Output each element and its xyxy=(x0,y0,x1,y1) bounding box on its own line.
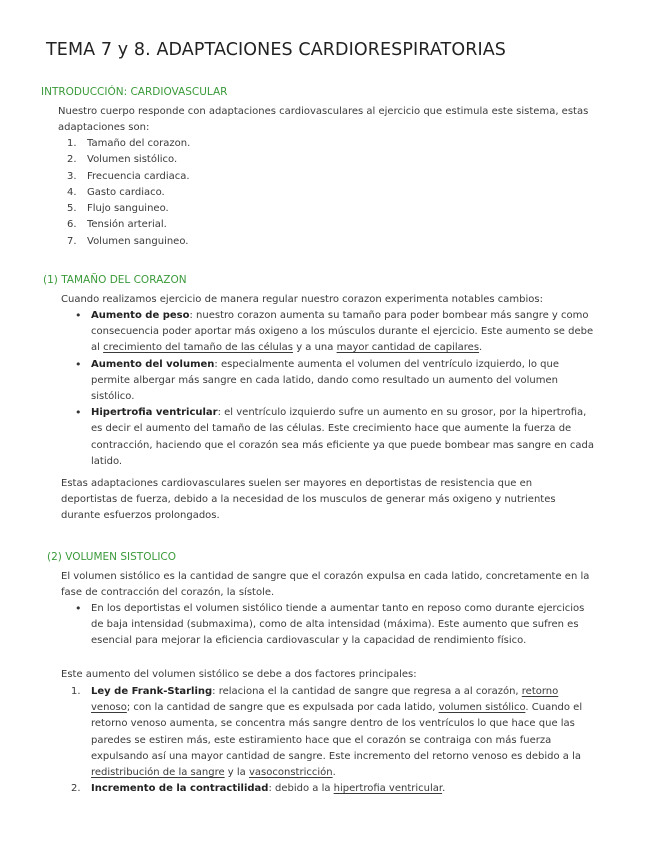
list-item: 4. Gasto cardiaco. xyxy=(67,186,165,198)
list-item: 2. Incremento de la contractilidad: debido a la hipertrofia ventricular. xyxy=(71,783,446,795)
list-item: 7. Volumen sanguineo. xyxy=(67,235,189,247)
list-item: • Hipertrofia ventricular: el ventrículo izquierdo sufre un aumento en su grosor, por la hipertrofia, es decir el aumento del tamaño de las células. Este crecimiento hace que aumente la fuerza de contracción, haciendo que el corazón sea más eficiente ya que puede bombear mas sangre en cada latido. xyxy=(75,405,595,470)
list-item: 2. Volumen sistólico. xyxy=(67,154,178,166)
list-item: • Aumento de peso: nuestro corazon aumenta su tamaño para poder bombear más sangre y como consecuencia poder aportar más oxigeno a los músculos durante el ejercicio. Este aumento se debe al crecimiento del tamaño de las células y a una mayor cantidad de capilares. xyxy=(75,308,595,357)
section-2-intro: El volumen sistólico es la cantidad de sangre que el corazón expulsa en cada latido, concretamente en la fase de contracción del corazón, la sístole. xyxy=(61,571,590,599)
list-item: • Aumento del volumen: especialmente aumenta el volumen del ventrículo izquierdo, lo que permite albergar más sangre en cada latido, dando como resultado un aumento del volumen sistólico. xyxy=(75,357,595,406)
list-item: • En los deportistas el volumen sistólico tiende a aumentar tanto en reposo como durante ejercicios de baja intensidad (submaxima), como de alta intensidad (máxima). Este aumento que sufren es esencial para mejorar la eficiencia cardiovascular y la capacidad de rendimiento físico. xyxy=(75,601,595,650)
intro-heading: INTRODUCCIÓN: CARDIOVASCULAR xyxy=(41,86,228,98)
list-item: 1. Ley de Frank-Starling: relaciona el la cantidad de sangre que regresa a al corazón, retorno venoso; con la cantidad de sangre que es expulsada por cada latido, volumen sistólico. Cuando el retorno venoso aumenta, se concentra más sangre dentro de los ventrículos lo que hace que las paredes se estiren más, este estiramiento hace que el corazón se contraiga con más fuerza expulsando así una mayor cantidad de sangre. Este incremento del retorno venoso es debido a la redistribución de la sangre y la vasoconstricción. xyxy=(71,686,583,779)
factors-list xyxy=(71,684,599,797)
list-item: 6. Tensión arterial. xyxy=(67,219,167,231)
intro-text: Nuestro cuerpo responde con adaptaciones cardiovasculares al ejercicio que estimula este sistema, estas adaptaciones son: xyxy=(58,106,589,134)
section-1-intro: Cuando realizamos ejercicio de manera regular nuestro corazon experimenta notables cambios: xyxy=(61,294,543,305)
section-2-list xyxy=(75,601,595,650)
intro-list xyxy=(67,136,367,250)
document-title: TEMA 7 y 8. ADAPTACIONES CARDIORESPIRATORIAS xyxy=(46,40,507,60)
list-item: 5. Flujo sanguineo. xyxy=(67,203,169,215)
section-2-heading: (2) VOLUMEN SISTOLICO xyxy=(47,551,177,563)
list-item: 3. Frecuencia cardiaca. xyxy=(67,170,190,182)
section-1-list xyxy=(75,308,595,470)
factors-intro: Este aumento del volumen sistólico se debe a dos factores principales: xyxy=(61,669,417,680)
section-1-closing: Estas adaptaciones cardiovasculares suelen ser mayores en deportistas de resistencia que en deportistas de fuerza, debido a la necesidad de los musculos de generar más oxigeno y nutrientes durante esfuerzos prolongados. xyxy=(61,478,556,522)
section-1-heading: (1) TAMAÑO DEL CORAZON xyxy=(43,274,187,286)
list-item: 1. Tamaño del corazon. xyxy=(67,138,191,149)
